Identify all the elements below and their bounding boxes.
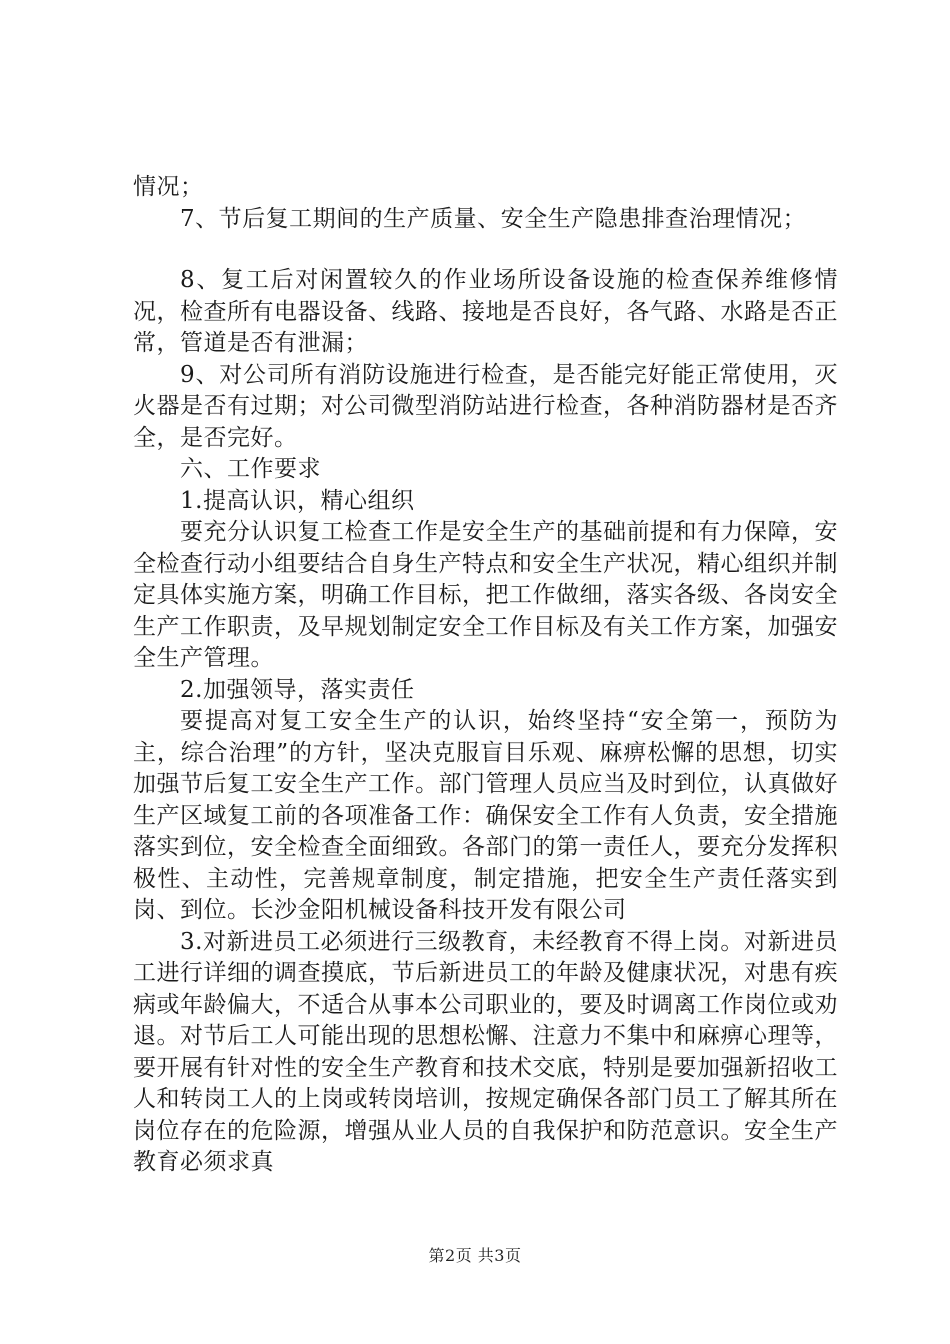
subsection-heading: 2.加强领导，落实责任 [180,676,415,703]
subsection-heading: 1.提高认识，精心组织 [180,487,415,514]
paragraph: 9、对公司所有消防设施进行检查，是否能完好能正常使用，灭火器是否有过期；对公司微型消防站进行检查，各种消防器材是否齐全，是否完好。 [133,361,838,451]
paragraph: 要充分认识复工检查工作是安全生产的基础前提和有力保障，安全检查行动小组要结合自身生产特点和安全生产状况，精心组织并制定具体实施方案，明确工作目标，把工作做细，落实各级、各岗安全生产工作职责，及早规划制定安全工作目标及有关工作方案，加强安全生产管理。 [133,519,838,671]
paragraph: 要提高对复工安全生产的认识，始终坚持“安全第一，预防为主，综合治理”的方针，坚决克服盲目乐观、麻痹松懈的思想，切实加强节后复工安全生产工作。部门管理人员应当及时到位，认真做好生产区域复工前的各项准备工作：确保安全工作有人负责，安全措施落实到位，安全检查全面细致。各部门的第一责任人，要充分发挥积极性、主动性，完善规章制度，制定措施，把安全生产责任落实到岗、到位。长沙金阳机械设备科技开发有限公司 [133,708,838,923]
paragraph: 8、复工后对闲置较久的作业场所设备设施的检查保养维修情况，检查所有电器设备、线路、接地是否良好，各气路、水路是否正常，管道是否有泄漏； [133,267,838,356]
paragraph-gap [133,235,838,265]
paragraph: 7、节后复工期间的生产质量、安全生产隐患排查治理情况； [180,205,807,232]
paragraph: 3.对新进员工必须进行三级教育，未经教育不得上岗。对新进员工进行详细的调查摸底，节后新进员工的年龄及健康状况，对患有疾病或年龄偏大，不适合从事本公司职业的，要及时调离工作岗位或劝退。对节后工人可能出现的思想松懈、注意力不集中和麻痹心理等，要开展有针对性的安全生产教育和技术交底，特别是要加强新招收工人和转岗工人的上岗或转岗培训，按规定确保各部门员工了解其所在岗位存在的危险源，增强从业人员的自我保护和防范意识。安全生产教育必须求真 [133,928,838,1175]
document-body [133,172,838,1179]
section-heading: 六、工作要求 [180,456,321,482]
page-footer: 第2页 共3页 [428,1246,522,1265]
paragraph: 情况； [133,174,204,200]
